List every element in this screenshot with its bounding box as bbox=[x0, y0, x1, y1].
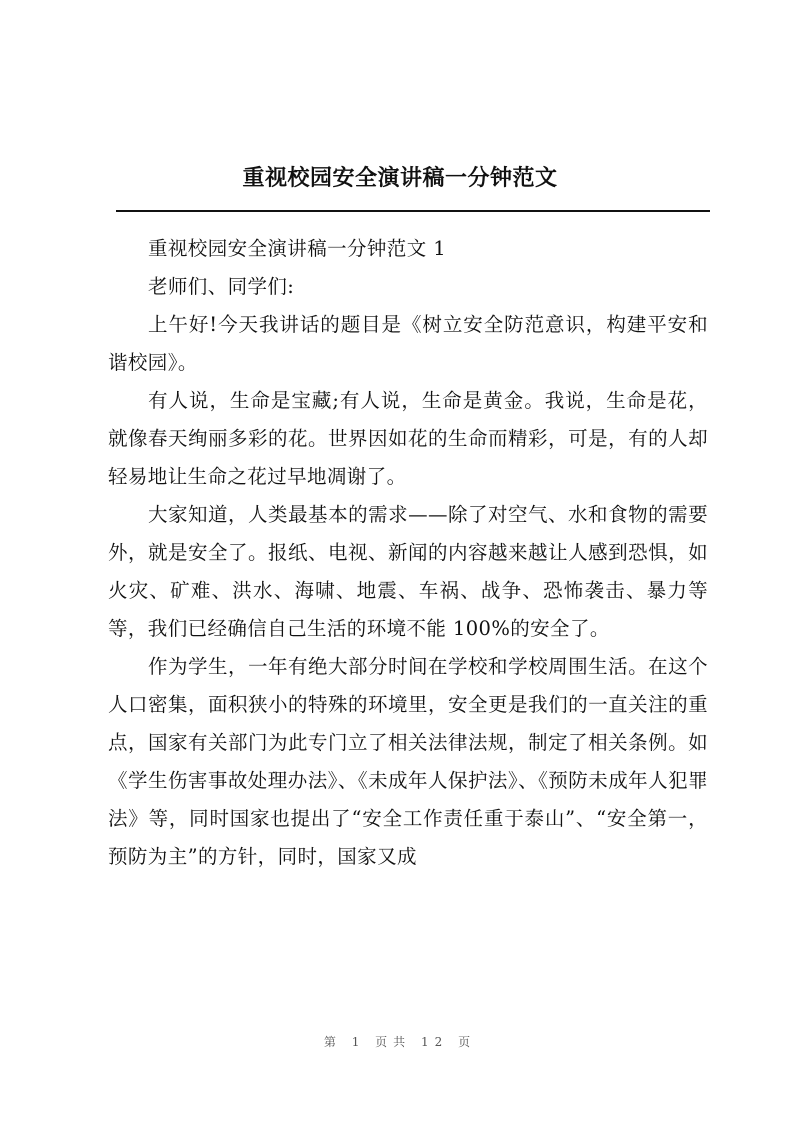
document-title: 重视校园安全演讲稿一分钟范文 bbox=[242, 165, 558, 191]
paragraph-greeting: 老师们、同学们: bbox=[148, 275, 295, 298]
page-number-footer: 第 1 页共 12 页 bbox=[323, 1035, 477, 1049]
paragraph: 大家知道，人类最基本的需求——除了对空气、水和食物的需要外，就是安全了。报纸、电视、新闻的内容越来越让人感到恐惧，如火灾、矿难、洪水、海啸、地震、车祸、战争、恐怖袭击、暴力等等，我们已经确信自己生活的环境不能 100%的安全了。 bbox=[108, 503, 708, 640]
document-body bbox=[108, 230, 708, 876]
paragraph-heading: 重视校园安全演讲稿一分钟范文 1 bbox=[148, 237, 447, 260]
paragraph: 有人说，生命是宝藏;有人说，生命是黄金。我说，生命是花，就像春天绚丽多彩的花。世界因如花的生命而精彩，可是，有的人却轻易地让生命之花过早地凋谢了。 bbox=[108, 389, 708, 488]
paragraph: 上午好!今天我讲话的题目是《树立安全防范意识，构建平安和谐校园》。 bbox=[108, 313, 708, 374]
title-divider bbox=[116, 210, 710, 212]
paragraph: 作为学生，一年有绝大部分时间在学校和学校周围生活。在这个人口密集，面积狭小的特殊的环境里，安全更是我们的一直关注的重点，国家有关部门为此专门立了相关法律法规，制定了相关条例。如《学生伤害事故处理办法》、《未成年人保护法》、《预防未成年人犯罪法》等，同时国家也提出了“安全工作责任重于泰山”、“安全第一，预防为主”的方针，同时，国家又成 bbox=[108, 655, 708, 868]
